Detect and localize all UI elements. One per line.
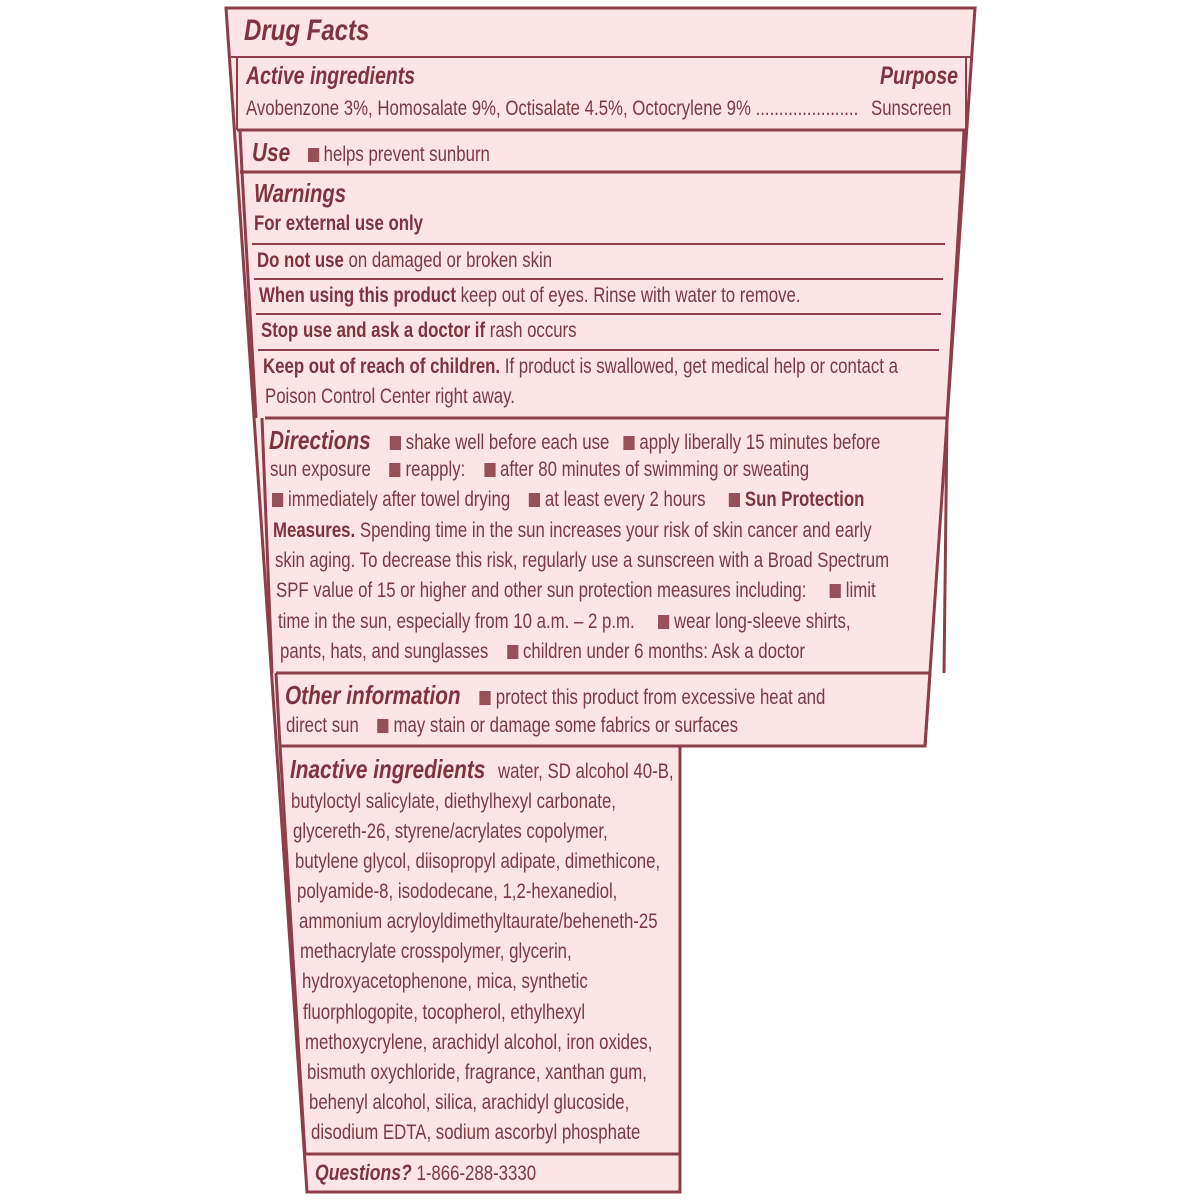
inactive-line-0 <box>290 754 674 785</box>
directions-line-1 <box>269 425 880 456</box>
inactive-ingredients-line: ammonium acryloyldimethyltaurate/beheneth-25 <box>299 910 658 933</box>
sun-protection-text-3: SPF value of 15 or higher and other sun protection measures including: <box>276 579 807 602</box>
active-ingredients-list <box>246 97 858 121</box>
leader-dots: ...................... <box>755 97 859 120</box>
direction-item: after 80 minutes of swimming or sweating <box>500 458 810 481</box>
direction-item: shake well before each use <box>405 431 610 454</box>
direction-item: apply liberally 15 minutes before <box>639 431 881 454</box>
direction-item: at least every 2 hours <box>544 488 706 511</box>
directions-line-3 <box>272 488 864 512</box>
use-heading: Use <box>252 137 291 167</box>
do-not-use-text: on damaged or broken skin <box>348 249 553 272</box>
directions-line-8 <box>280 640 805 664</box>
directions-line-6 <box>276 579 876 603</box>
inactive-ingredients-line: polyamide-8, isododecane, 1,2-hexanediol, <box>297 880 618 903</box>
directions-line-7 <box>278 610 851 634</box>
direction-item: immediately after towel drying <box>288 488 511 511</box>
sun-protection-item: children under 6 months: Ask a doctor <box>522 640 805 663</box>
inactive-ingredients-line: methoxycrylene, arachidyl alcohol, iron oxides, <box>305 1031 653 1054</box>
purpose-sunscreen: Sunscreen <box>871 97 952 120</box>
sun-protection-text-2: skin aging. To decrease this risk, regularly use a sunscreen with a Broad Spectrum <box>275 549 890 572</box>
other-info-line-1 <box>285 680 825 711</box>
bullet-square-icon <box>308 148 319 162</box>
use-row <box>252 137 490 168</box>
bullet-square-icon <box>623 436 634 450</box>
when-using-label: When using this product <box>259 284 456 307</box>
inactive-ingredients-line: disodium EDTA, sodium ascorbyl phosphate <box>311 1121 641 1144</box>
warnings-heading: Warnings <box>254 178 347 208</box>
other-info-item: may stain or damage some fabrics or surfaces <box>393 714 739 737</box>
measures-label: Measures. <box>273 519 356 542</box>
do-not-use-row <box>257 249 552 273</box>
sun-protection-label: Sun Protection <box>744 488 865 511</box>
inactive-ingredients-line: fluorphlogopite, tocopherol, ethylhexyl <box>303 1001 586 1024</box>
stop-use-row <box>261 319 577 343</box>
bullet-square-icon <box>390 463 401 477</box>
bullet-square-icon <box>480 691 491 705</box>
sun-protection-item: wear long-sleeve shirts, <box>674 610 851 633</box>
direction-item: reapply: <box>405 458 466 481</box>
keep-out-text-1: If product is swallowed, get medical help or contact a <box>504 355 898 378</box>
other-info-line-2 <box>286 714 738 738</box>
inactive-ingredients-line: hydroxyacetophenone, mica, synthetic <box>302 970 588 993</box>
inactive-ingredients-line: butyloctyl salicylate, diethylhexyl carbonate, <box>291 790 616 813</box>
directions-heading: Directions <box>269 425 371 455</box>
purpose-heading: Purpose <box>880 62 959 90</box>
direction-item-continued: sun exposure <box>270 458 371 481</box>
inactive-ingredients-line: behenyl alcohol, silica, arachidyl glucoside, <box>309 1091 630 1114</box>
inactive-heading: Inactive ingredients <box>290 754 486 784</box>
drug-facts-title: Drug Facts <box>244 14 370 47</box>
sun-protection-text-5: pants, hats, and sunglasses <box>280 640 489 663</box>
other-info-heading: Other information <box>285 680 461 710</box>
bullet-square-icon <box>830 584 841 598</box>
directions-line-4 <box>273 519 872 543</box>
other-info-item-continued: direct sun <box>286 714 359 737</box>
keep-out-label: Keep out of reach of children. <box>263 355 501 378</box>
bullet-square-icon <box>378 719 389 733</box>
keep-out-text-2: Poison Control Center right away. <box>265 385 515 408</box>
questions-label: Questions? <box>315 1160 412 1185</box>
inactive-ingredients-line: methacrylate crosspolymer, glycerin, <box>300 940 572 963</box>
bullet-square-icon <box>390 436 401 450</box>
sun-protection-text-1: Spending time in the sun increases your risk of skin cancer and early <box>359 519 872 542</box>
directions-line-2 <box>270 458 809 482</box>
sun-protection-text-4: time in the sun, especially from 10 a.m. – 2 p.m. <box>278 610 635 633</box>
questions-phone: 1-866-288-3330 <box>416 1162 537 1185</box>
inactive-ingredients-line: butylene glycol, diisopropyl adipate, dimethicone, <box>295 850 661 873</box>
when-using-row <box>259 284 801 308</box>
sun-protection-item: limit <box>845 579 876 602</box>
bullet-square-icon <box>272 493 283 507</box>
bullet-square-icon <box>484 463 495 477</box>
active-ingredients-heading: Active ingredients <box>246 62 416 90</box>
keep-out-row <box>263 355 898 379</box>
questions-row <box>315 1160 536 1186</box>
stop-use-text: rash occurs <box>489 319 577 342</box>
stop-use-label: Stop use and ask a doctor if <box>261 319 486 342</box>
bullet-square-icon <box>658 615 669 629</box>
when-using-text: keep out of eyes. Rinse with water to remove. <box>460 284 801 307</box>
other-info-item: protect this product from excessive heat and <box>495 686 826 709</box>
inactive-ingredients-line: glycereth-26, styrene/acrylates copolymer, <box>293 820 608 843</box>
bullet-square-icon <box>729 493 740 507</box>
active-ingredients-text: Avobenzone 3%, Homosalate 9%, Octisalate 4.5%, Octocrylene 9% <box>246 97 751 120</box>
use-item: helps prevent sunburn <box>323 143 490 166</box>
bullet-square-icon <box>529 493 540 507</box>
inactive-ingredients-line: water, SD alcohol 40-B, <box>498 760 674 783</box>
bullet-square-icon <box>507 645 518 659</box>
do-not-use-label: Do not use <box>257 249 344 272</box>
inactive-ingredients-line: bismuth oxychloride, fragrance, xanthan gum, <box>307 1061 647 1084</box>
external-use-text: For external use only <box>254 212 423 235</box>
